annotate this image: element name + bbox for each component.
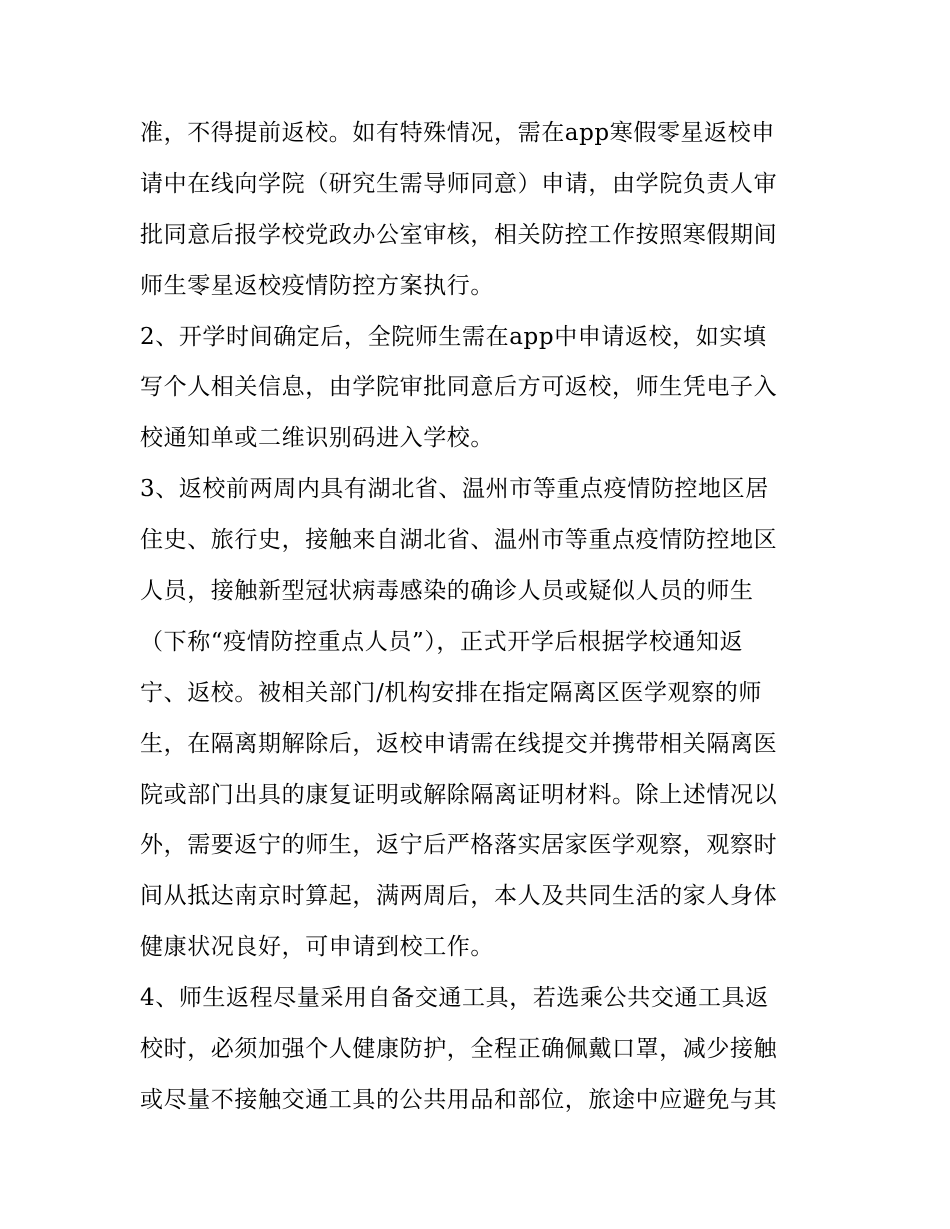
text-line: 3、返校前两周内具有湖北省、温州市等重点疫情防控地区居 — [140, 476, 769, 503]
text-line: 批同意后报学校党政办公室审核，相关防控工作按照寒假期间 — [140, 221, 778, 248]
document-body — [140, 108, 820, 1126]
text-line: 院或部门出具的康复证明或解除隔离证明材料。除上述情况以 — [140, 781, 778, 808]
text-line: 外，需要返宁的师生，返宁后严格落实居家医学观察，观察时 — [140, 832, 778, 859]
text-line: 请中在线向学院（研究生需导师同意）申请，由学院负责人审 — [140, 170, 778, 197]
text-line: 间从抵达南京时算起，满两周后，本人及共同生活的家人身体 — [140, 883, 778, 910]
text-line: 健康状况良好，可申请到校工作。 — [140, 934, 494, 961]
text-line: 4、师生返程尽量采用自备交通工具，若选乘公共交通工具返 — [140, 985, 769, 1012]
text-line: 2、开学时间确定后，全院师生需在app中申请返校，如实填 — [140, 323, 767, 350]
text-line: 写个人相关信息，由学院审批同意后方可返校，师生凭电子入 — [140, 374, 778, 401]
text-line: 人员，接触新型冠状病毒感染的确诊人员或疑似人员的师生 — [140, 578, 754, 605]
text-line: 师生零星返校疫情防控方案执行。 — [140, 272, 494, 299]
text-line: 准，不得提前返校。如有特殊情况，需在app寒假零星返校申 — [140, 120, 775, 146]
text-line: 生，在隔离期解除后，返校申请需在线提交并携带相关隔离医 — [140, 730, 778, 757]
text-line: 住史、旅行史，接触来自湖北省、温州市等重点疫情防控地区 — [140, 527, 778, 554]
text-line: 或尽量不接触交通工具的公共用品和部位，旅途中应避免与其 — [140, 1086, 778, 1113]
text-line: 校时，必须加强个人健康防护，全程正确佩戴口罩，减少接触 — [140, 1036, 778, 1063]
text-line: 宁、返校。被相关部门/机构安排在指定隔离区医学观察的师 — [140, 679, 762, 706]
text-line: 校通知单或二维识别码进入学校。 — [140, 425, 494, 452]
text-line: （下称“疫情防控重点人员”），正式开学后根据学校通知返 — [140, 628, 744, 655]
